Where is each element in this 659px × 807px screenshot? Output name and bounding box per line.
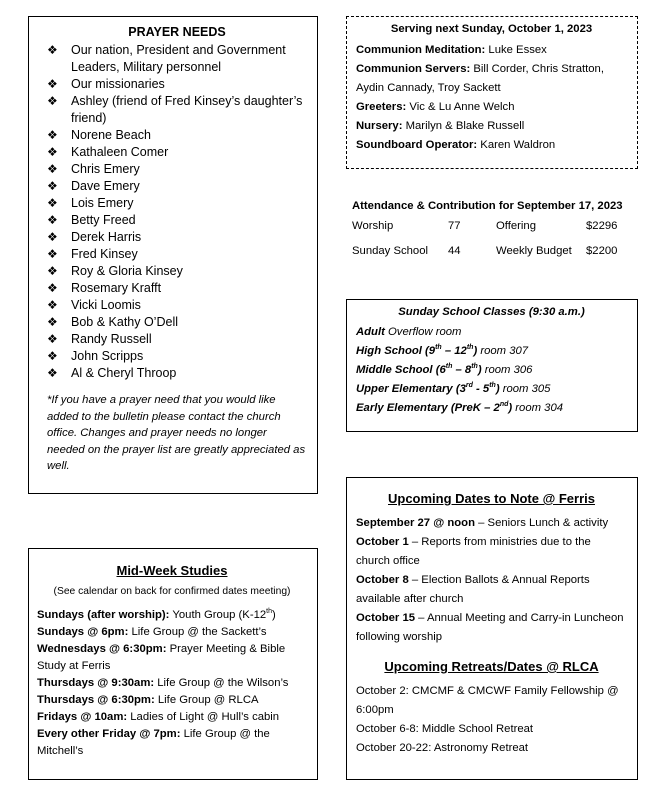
- class-room: room 307: [477, 345, 529, 357]
- date-label: October 8: [356, 574, 409, 586]
- study-row: [37, 607, 307, 624]
- date-detail: – Seniors Lunch & activity: [475, 517, 609, 529]
- study-detail: Ladies of Light @ Hull’s cabin: [127, 711, 280, 723]
- date-label: October 1: [356, 536, 409, 548]
- diamond-bullet-icon: ❖: [47, 349, 58, 363]
- prayer-item: [47, 195, 307, 212]
- study-detail: Prayer Meeting & Bible Study at Ferris: [37, 643, 286, 672]
- diamond-bullet-icon: ❖: [47, 247, 58, 261]
- diamond-bullet-icon: ❖: [47, 43, 58, 57]
- study-time: Sundays @ 6pm:: [37, 626, 129, 638]
- date-detail: – Annual Meeting and Carry-in Luncheon following worship: [356, 612, 624, 643]
- study-row: [37, 726, 307, 760]
- midweek-studies-box: [28, 548, 318, 780]
- diamond-bullet-icon: ❖: [47, 230, 58, 244]
- diamond-bullet-icon: ❖: [47, 332, 58, 346]
- prayer-item-text: Bob & Kathy O’Dell: [71, 315, 178, 329]
- study-detail: Life Group @ the Mitchell’s: [37, 728, 270, 757]
- study-detail: Youth Group (K-12th): [169, 608, 276, 621]
- diamond-bullet-icon: ❖: [47, 128, 58, 142]
- serving-role: Communion Servers:: [356, 63, 471, 75]
- class-name: High School (9th – 12th): [356, 344, 478, 357]
- class-row: [356, 342, 627, 361]
- midweek-subtitle: (See calendar on back for confirmed dates meeting): [53, 586, 291, 597]
- prayer-item: [47, 144, 307, 161]
- diamond-bullet-icon: ❖: [47, 162, 58, 176]
- diamond-bullet-icon: ❖: [47, 213, 58, 227]
- prayer-item-text: Chris Emery: [71, 162, 140, 176]
- diamond-bullet-icon: ❖: [47, 264, 58, 278]
- prayer-item-text: Our nation, President and Government Leaders, Military personnel: [71, 43, 286, 74]
- contribution-amount: $2200: [586, 245, 618, 257]
- attendance-table: [352, 220, 617, 270]
- study-row: [37, 624, 307, 641]
- serving-title: Serving next Sunday, October 1, 2023: [390, 23, 593, 35]
- prayer-item-text: Derek Harris: [71, 230, 142, 244]
- prayer-needs-box: [28, 16, 318, 494]
- class-name: Middle School (6th – 8th): [356, 363, 482, 376]
- prayer-item-text: Lois Emery: [71, 196, 134, 210]
- date-detail: – Election Ballots & Annual Reports available after church: [356, 574, 590, 605]
- class-row: [356, 361, 627, 380]
- prayer-item: [47, 212, 307, 229]
- prayer-item: [47, 365, 307, 382]
- prayer-item: [47, 331, 307, 348]
- prayer-item-text: Roy & Gloria Kinsey: [71, 264, 183, 278]
- diamond-bullet-icon: ❖: [47, 94, 58, 108]
- table-row: [352, 245, 617, 270]
- prayer-item-text: Norene Beach: [71, 128, 151, 142]
- serving-names: Karen Waldron: [477, 139, 556, 151]
- attendance-title: Attendance & Contribution for September 17, 2023: [352, 200, 623, 212]
- diamond-bullet-icon: ❖: [47, 298, 58, 312]
- study-row: [37, 709, 307, 726]
- study-detail: Life Group @ the Wilson’s: [154, 677, 289, 689]
- study-time: Thursdays @ 6:30pm:: [37, 694, 155, 706]
- study-row: [37, 675, 307, 692]
- sunday-school-box: [346, 299, 638, 432]
- serving-names: Marilyn & Blake Russell: [402, 120, 525, 132]
- date-label: October 15: [356, 612, 416, 624]
- study-time: Fridays @ 10am:: [37, 711, 128, 723]
- study-detail: Life Group @ RLCA: [154, 694, 259, 706]
- contribution-label: Offering: [496, 220, 536, 232]
- attendance-count: 77: [448, 220, 461, 232]
- prayer-item-text: Vicki Loomis: [71, 298, 141, 312]
- serving-row: [356, 41, 627, 60]
- retreat-row: October 20-22: Astronomy Retreat: [356, 742, 529, 754]
- date-row: [356, 533, 627, 571]
- serving-names: Luke Essex: [485, 44, 547, 56]
- serving-names: Bill Corder, Chris Stratton, Aydin Cannady, Troy Sackett: [356, 63, 604, 94]
- upcoming-dates-box: [346, 477, 638, 780]
- retreats-title: Upcoming Retreats/Dates @ RLCA: [384, 659, 599, 674]
- prayer-item-text: Rosemary Krafft: [71, 281, 162, 295]
- prayer-list: [47, 42, 307, 382]
- class-name: Upper Elementary (3rd - 5th): [356, 382, 500, 395]
- midweek-title: Mid-Week Studies: [116, 563, 228, 578]
- serving-role: Soundboard Operator:: [356, 139, 478, 151]
- diamond-bullet-icon: ❖: [47, 77, 58, 91]
- prayer-item: [47, 93, 307, 127]
- serving-row: [356, 117, 627, 136]
- contribution-label: Weekly Budget: [496, 245, 572, 257]
- prayer-item-text: Dave Emery: [71, 179, 140, 193]
- class-room: room 306: [481, 364, 533, 376]
- class-row: [356, 380, 627, 399]
- prayer-item-text: Al & Cheryl Throop: [71, 366, 177, 380]
- study-time: Sundays (after worship):: [37, 609, 170, 621]
- sunday-school-title: Sunday School Classes (9:30 a.m.): [398, 306, 585, 318]
- diamond-bullet-icon: ❖: [47, 366, 58, 380]
- prayer-item: [47, 76, 307, 93]
- prayer-item-text: Ashley (friend of Fred Kinsey’s daughter’s friend): [71, 94, 303, 125]
- table-row: [352, 220, 617, 245]
- date-row: [356, 571, 627, 609]
- prayer-item-text: Randy Russell: [71, 332, 152, 346]
- attendance-section: [352, 200, 642, 270]
- prayer-item-text: Fred Kinsey: [71, 247, 138, 261]
- class-room: room 304: [512, 402, 564, 414]
- prayer-item-text: Betty Freed: [71, 213, 136, 227]
- date-detail: – Reports from ministries due to the church office: [356, 536, 591, 567]
- class-room: room 305: [499, 383, 551, 395]
- prayer-item: [47, 42, 307, 76]
- date-row: [356, 514, 627, 533]
- diamond-bullet-icon: ❖: [47, 281, 58, 295]
- class-row: [356, 399, 627, 418]
- prayer-item: [47, 178, 307, 195]
- serving-row: [356, 98, 627, 117]
- serving-row: [356, 60, 627, 98]
- serving-box: [346, 16, 638, 169]
- retreat-row: October 2: CMCMF & CMCWF Family Fellowship @ 6:00pm: [356, 685, 619, 716]
- serving-names: Vic & Lu Anne Welch: [406, 101, 515, 113]
- diamond-bullet-icon: ❖: [47, 196, 58, 210]
- prayer-item: [47, 127, 307, 144]
- prayer-item: [47, 297, 307, 314]
- study-time: Every other Friday @ 7pm:: [37, 728, 181, 740]
- upcoming-title: Upcoming Dates to Note @ Ferris: [388, 491, 595, 506]
- contribution-amount: $2296: [586, 220, 618, 232]
- prayer-note: *If you have a prayer need that you would like added to the bulletin please contact the church office. Changes and prayer needs no longer needed on the prayer list are greatly appreciated as well.: [47, 394, 306, 472]
- date-row: [356, 609, 627, 647]
- attendance-label: Sunday School: [352, 245, 428, 257]
- diamond-bullet-icon: ❖: [47, 315, 58, 329]
- prayer-item-text: Our missionaries: [71, 77, 165, 91]
- serving-role: Nursery:: [356, 120, 403, 132]
- study-time: Wednesdays @ 6:30pm:: [37, 643, 167, 655]
- prayer-item: [47, 161, 307, 178]
- prayer-item: [47, 263, 307, 280]
- diamond-bullet-icon: ❖: [47, 145, 58, 159]
- study-time: Thursdays @ 9:30am:: [37, 677, 155, 689]
- date-label: September 27 @ noon: [356, 517, 475, 529]
- study-row: [37, 641, 307, 675]
- serving-role: Greeters:: [356, 101, 407, 113]
- prayer-item-text: John Scripps: [71, 349, 144, 363]
- prayer-item: [47, 280, 307, 297]
- prayer-item-text: Kathaleen Comer: [71, 145, 169, 159]
- prayer-item: [47, 348, 307, 365]
- class-name: Early Elementary (PreK – 2nd): [356, 401, 513, 414]
- prayer-item: [47, 246, 307, 263]
- prayer-item: [47, 314, 307, 331]
- serving-row: [356, 136, 627, 155]
- attendance-count: 44: [448, 245, 461, 257]
- prayer-needs-title: PRAYER NEEDS: [128, 25, 226, 39]
- attendance-label: Worship: [352, 220, 394, 232]
- serving-role: Communion Meditation:: [356, 44, 486, 56]
- class-name: Adult: [356, 326, 385, 338]
- class-room: Overflow room: [384, 326, 462, 338]
- prayer-item: [47, 229, 307, 246]
- study-row: [37, 692, 307, 709]
- study-detail: Life Group @ the Sackett’s: [128, 626, 267, 638]
- class-row: [356, 323, 627, 342]
- retreat-row: October 6-8: Middle School Retreat: [356, 723, 534, 735]
- diamond-bullet-icon: ❖: [47, 179, 58, 193]
